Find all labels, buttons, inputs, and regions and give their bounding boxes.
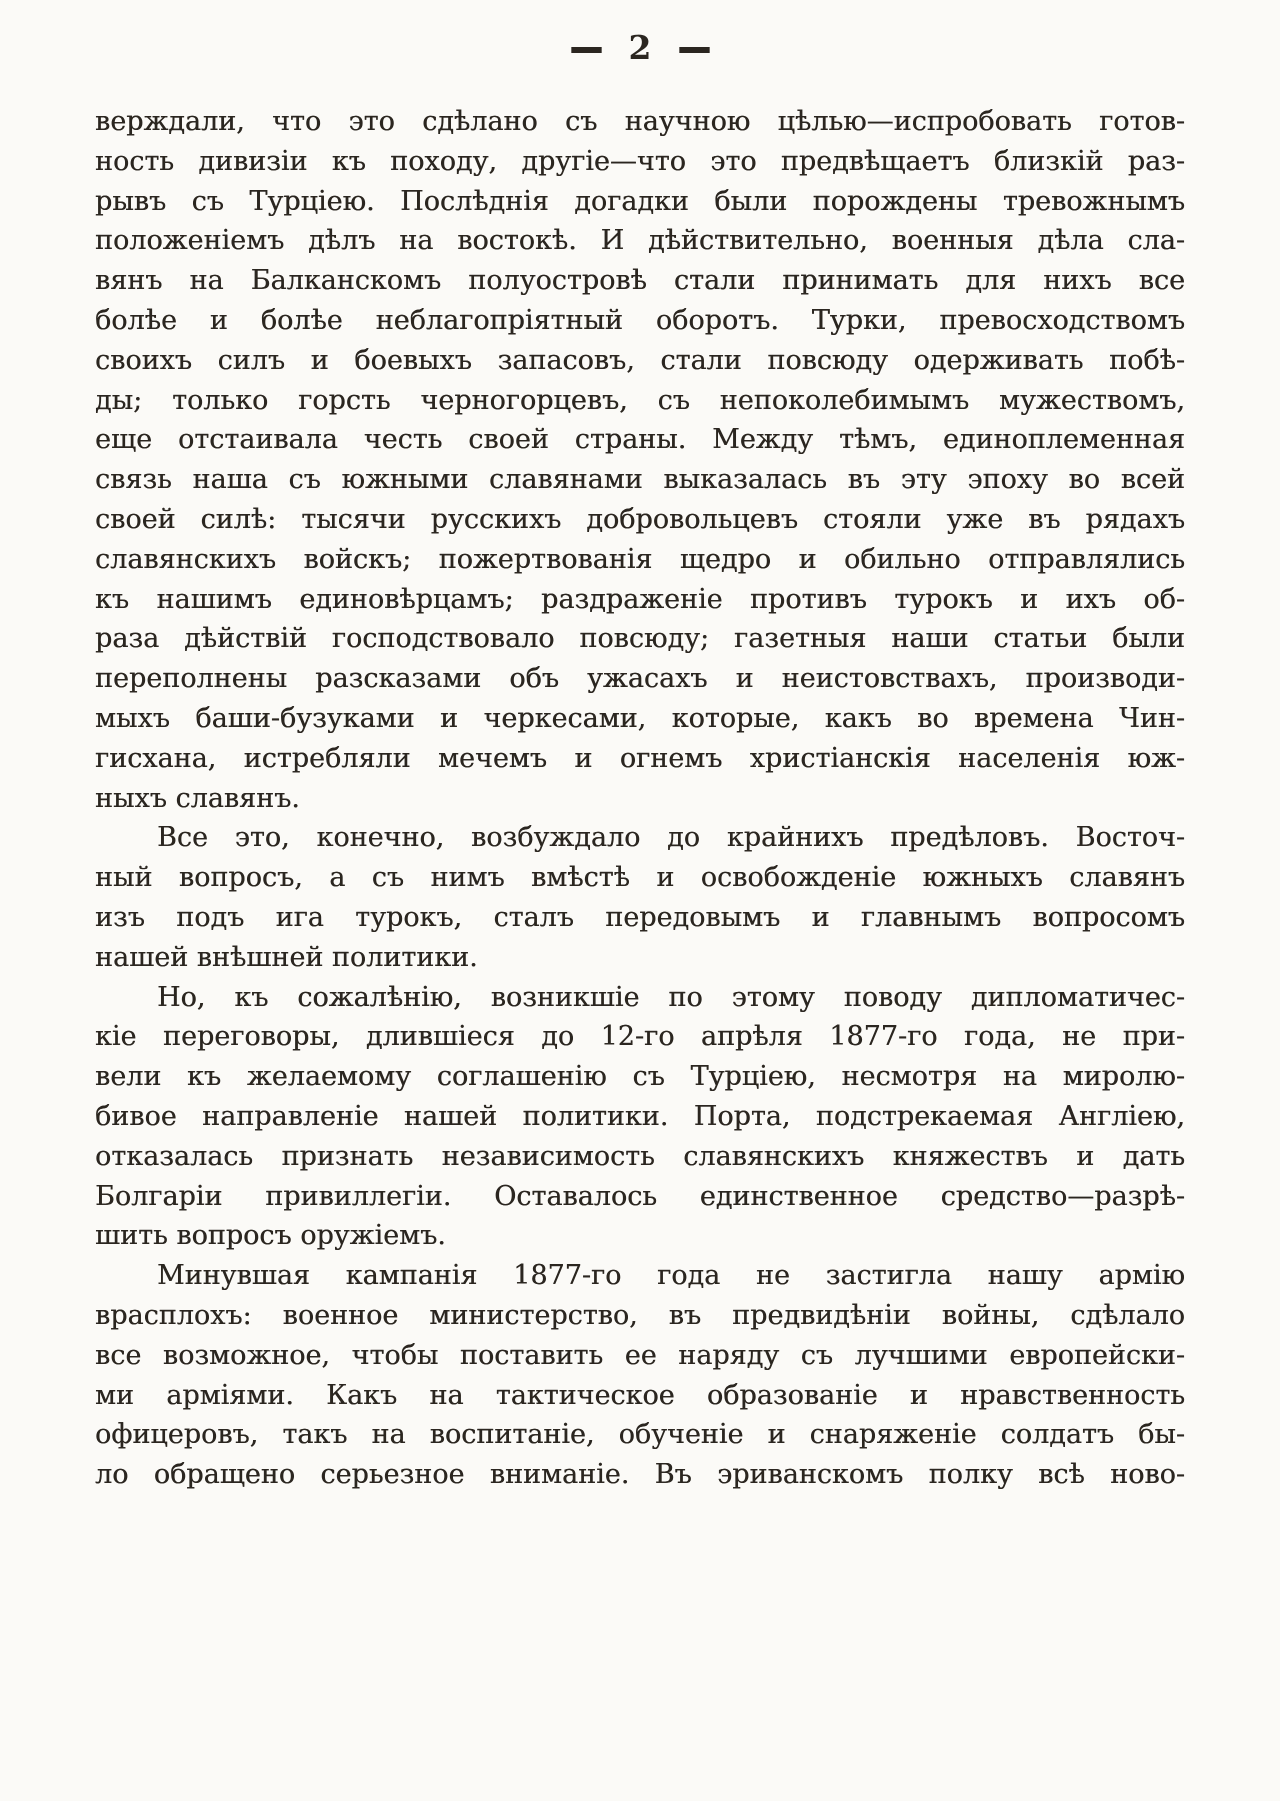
text-line: бивое направленіе нашей политики. Порта, подстрекаемая Англіею, [95,1100,1185,1132]
header-dash-right: — [677,17,711,77]
text-line: рывъ съ Турціею. Послѣднія догадки были порождены тревожнымъ [95,185,1185,217]
text-line: врасплохъ: военное министерство, въ предвидѣніи войны, сдѣлало [95,1299,1185,1331]
text-line: изъ подъ ига турокъ, сталъ передовымъ и главнымъ вопросомъ [95,901,1185,933]
text-block [95,102,1185,1495]
text-line: Все это, конечно, возбуждало до крайнихъ предѣловъ. Восточ- [157,822,1185,854]
text-line: переполнены разсказами объ ужасахъ и неистовствахъ, производи- [95,663,1185,695]
text-line: нашей внѣшней политики. [95,941,478,973]
text-line: своей силѣ: тысячи русскихъ добровольцевъ стояли уже въ рядахъ [95,503,1185,535]
text-line: Но, къ сожалѣнію, возникшіе по этому поводу дипломатичес- [157,981,1185,1013]
text-line: своихъ силъ и боевыхъ запасовъ, стали повсюду одерживать побѣ- [95,344,1185,376]
text-line: вели къ желаемому соглашенію съ Турціею, несмотря на миролю- [95,1061,1185,1093]
text-line: Болгаріи привиллегіи. Оставалось единственное средство—разрѣ- [95,1180,1185,1212]
text-line: вянъ на Балканскомъ полуостровѣ стали принимать для нихъ все [95,265,1185,297]
text-line: Минувшая кампанія 1877-го года не застигла нашу армію [157,1260,1185,1292]
text-line: ный вопросъ, а съ нимъ вмѣстѣ и освобожденіе южныхъ славянъ [95,862,1185,894]
text-line: ми арміями. Какъ на тактическое образованіе и нравственность [95,1379,1185,1411]
text-line: славянскихъ войскъ; пожертвованія щедро и обильно отправлялись [95,543,1185,575]
text-line: отказалась признать независимость славянскихъ княжествъ и дать [95,1140,1185,1172]
page-header [0,0,1280,77]
text-line: еще отстаивала честь своей страны. Между тѣмъ, единоплеменная [95,424,1185,456]
text-line: ность дивизіи къ походу, другіе—что это предвѣщаетъ близкій раз- [95,145,1185,177]
text-line: мыхъ баши-бузуками и черкесами, которые, какъ во времена Чин- [95,702,1185,734]
text-line: кіе переговоры, длившіеся до 12-го апрѣля 1877-го года, не при- [95,1021,1185,1053]
text-line: раза дѣйствій господствовало повсюду; газетныя наши статьи были [95,623,1185,655]
text-line: къ нашимъ единовѣрцамъ; раздраженіе противъ турокъ и ихъ об- [95,583,1185,615]
text-line: верждали, что это сдѣлано съ научною цѣлью—испробовать готов- [95,106,1185,137]
text-line: ныхъ славянъ. [95,782,300,814]
text-line: ло обращено серьезное вниманіе. Въ эриванскомъ полку всѣ ново- [95,1459,1185,1491]
text-line: шить вопросъ оружіемъ. [95,1220,446,1252]
page-number: 2 [628,27,652,67]
text-line: связь наша съ южными славянами выказалась въ эту эпоху во всей [95,464,1185,496]
text-line: положеніемъ дѣлъ на востокѣ. И дѣйствительно, военныя дѣла сла- [95,225,1185,257]
text-line: болѣе и болѣе неблагопріятный оборотъ. Турки, превосходствомъ [95,304,1185,336]
text-line: офицеровъ, такъ на воспитаніе, обученіе и снаряженіе солдатъ бы- [95,1419,1185,1451]
text-line: все возможное, чтобы поставить ее наряду съ лучшими европейски- [95,1339,1185,1371]
text-line: ды; только горсть черногорцевъ, съ непоколебимымъ мужествомъ, [95,384,1185,416]
header-dash-left: — [569,17,603,77]
text-line: гисхана, истребляли мечемъ и огнемъ христіанскія населенія юж- [95,742,1185,774]
